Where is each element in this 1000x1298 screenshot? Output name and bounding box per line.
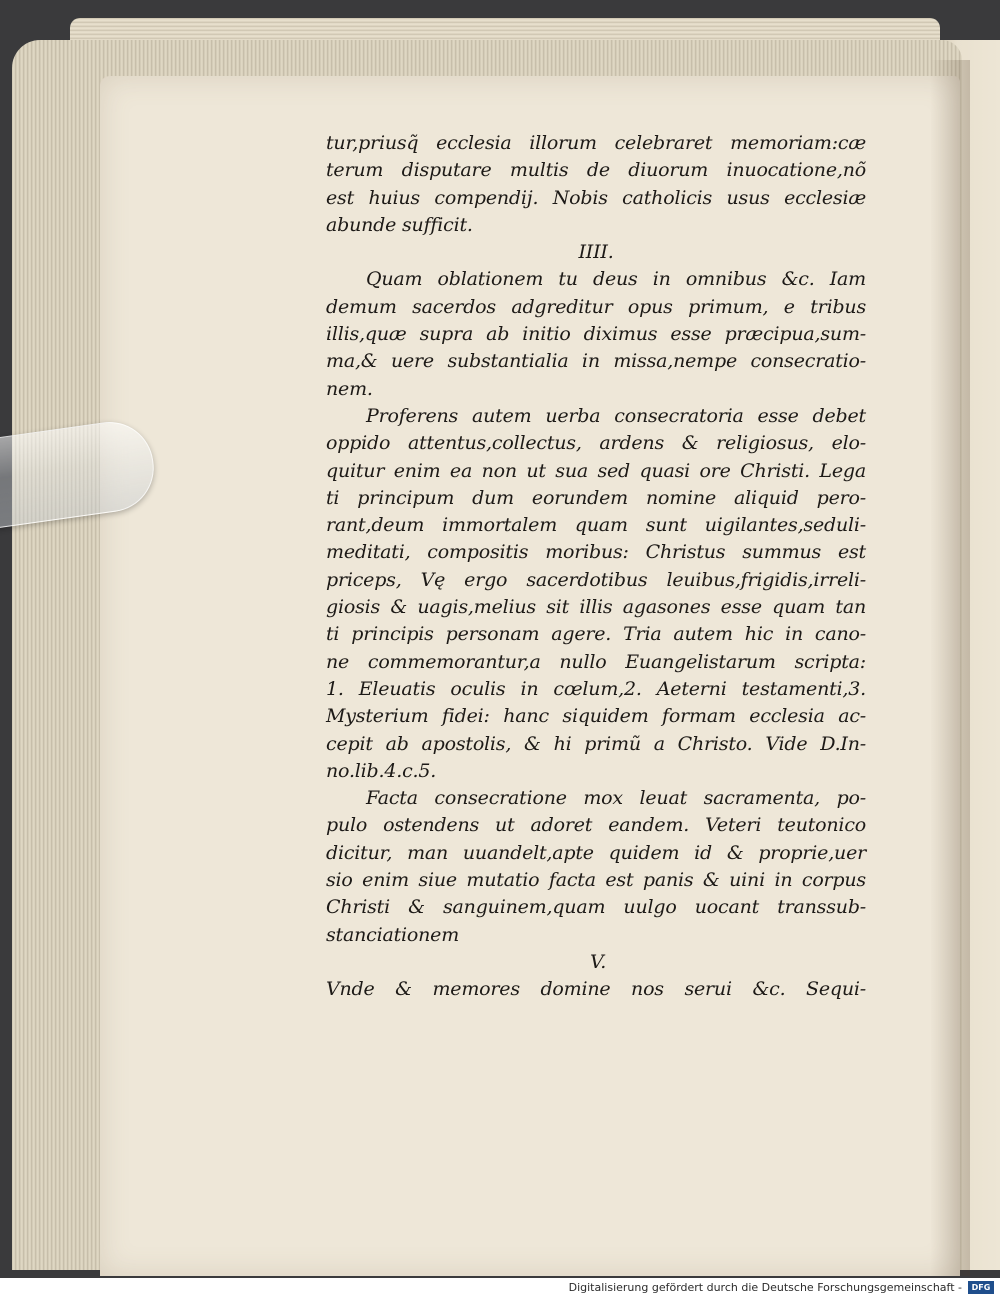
text-line: terum disputare multis de diuorum inuocatione,nõ	[326, 159, 866, 182]
text-line: priceps, Vę ergo sacerdotibus leuibus,frigidis,irreli-	[326, 568, 866, 591]
section-heading-v: V.	[590, 950, 607, 973]
text-line: 1. Eleuatis oculis in cœlum,2. Aeterni testamenti,3.	[326, 677, 866, 700]
text-line: oppido attentus,collectus, ardens & religiosus, elo-	[326, 432, 866, 455]
text-line: ti principis personam agere. Tria autem hic in cano-	[326, 623, 866, 646]
text-line: Vnde & memores domine nos serui &c. Sequi-	[326, 978, 866, 1001]
digitization-footer	[0, 1278, 1000, 1298]
page-text-block	[326, 130, 866, 1004]
text-line: Mysterium fidei: hanc siquidem formam ecclesia ac-	[326, 705, 866, 728]
funding-credit: Digitalisierung gefördert durch die Deutsche Forschungsgemeinschaft -	[568, 1281, 962, 1294]
text-line: Proferens autem uerba consecratoria esse debet	[366, 404, 866, 427]
text-line: pulo ostendens ut adoret eandem. Veteri teutonico	[326, 814, 866, 837]
text-line: Christi & sanguinem,quam uulgo uocant transsub-	[326, 896, 866, 919]
text-line: tur,priusq̃ ecclesia illorum celebraret memoriam:cæ	[326, 132, 866, 154]
text-line: nem.	[326, 377, 373, 400]
text-line: dicitur, man uuandelt,apte quidem id & proprie,uer	[326, 841, 866, 864]
text-line: quitur enim ea non ut sua sed quasi ore Christi. Lega	[326, 459, 866, 482]
text-line: illis,quæ supra ab initio diximus esse præcipua,sum-	[326, 323, 866, 346]
text-line: cepit ab apostolis, & hi primũ a Christo. Vide D.In-	[326, 732, 866, 755]
text-line: est huius compendij. Nobis catholicis usus ecclesiæ	[326, 186, 866, 209]
text-line: stanciationem	[326, 923, 460, 946]
text-line: ne commemorantur,a nullo Euangelistarum scripta:	[326, 650, 866, 673]
text-line: giosis & uagis,melius sit illis agasones esse quam tan	[326, 596, 866, 619]
text-line: meditati, compositis moribus: Christus summus est	[326, 541, 866, 564]
text-line: rant,deum immortalem quam sunt uigilantes,seduli-	[326, 514, 866, 537]
gutter-shadow	[930, 60, 970, 1276]
text-line: demum sacerdos adgreditur opus primum, e tribus	[326, 295, 866, 318]
text-line: ma,& uere substantialia in missa,nempe consecratio-	[326, 350, 866, 373]
text-line: sio enim siue mutatio facta est panis & uini in corpus	[326, 869, 866, 892]
dfg-logo: DFG	[968, 1281, 994, 1294]
text-line: Quam oblationem tu deus in omnibus &c. Iam	[366, 268, 866, 291]
text-line: abunde sufficit.	[326, 213, 473, 236]
text-line: Facta consecratione mox leuat sacramenta, po-	[366, 787, 866, 810]
text-line: no.lib.4.c.5.	[326, 759, 437, 782]
text-line: ti principum dum eorundem nomine aliquid pero-	[326, 486, 866, 509]
section-heading-iiii: IIII.	[578, 241, 614, 264]
